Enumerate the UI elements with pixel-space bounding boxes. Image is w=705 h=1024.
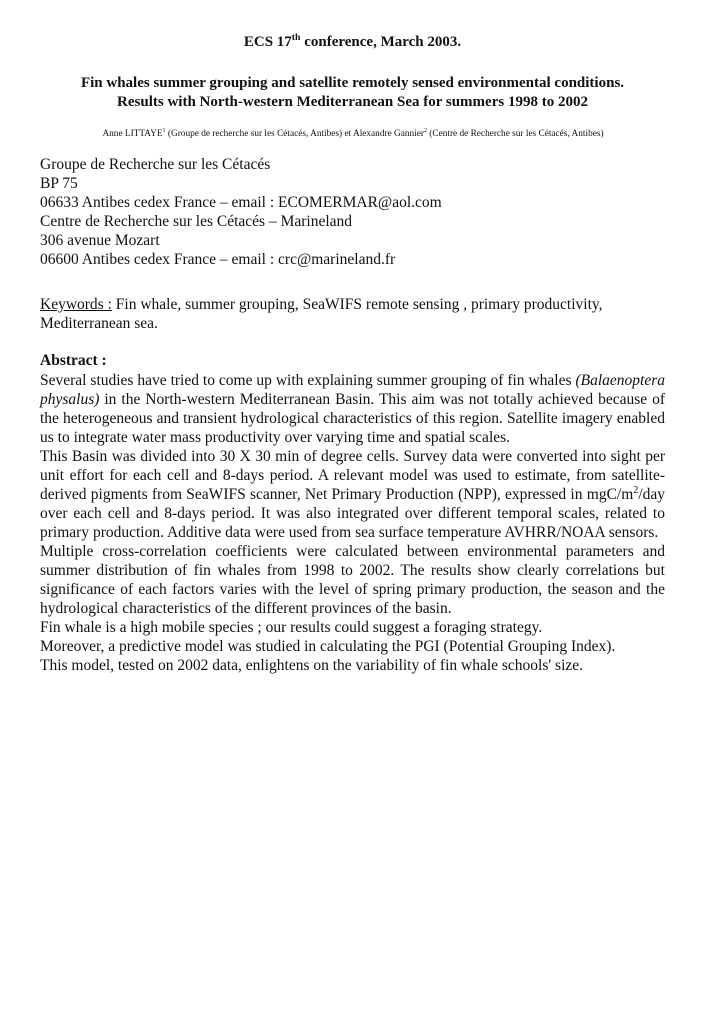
abstract-paragraph: [40, 371, 665, 447]
title-line-1: Fin whales summer grouping and satellite remotely sensed environmental conditions.: [80, 75, 625, 91]
abstract-text: Several studies have tried to come up with explaining summer grouping of fin whales: [40, 372, 576, 389]
abstract-paragraph: This model, tested on 2002 data, enlightens on the variability of fin whale schools' size.: [40, 657, 584, 674]
abstract-text: /day over each cell and 8-days period. It was also integrated over different temporal scales, related to primary production. Additive data were used from sea surface temperature AVHRR/NOAA sensors.: [40, 486, 665, 541]
abstract-paragraph: Fin whale is a high mobile species ; our results could suggest a foraging strategy.: [40, 619, 543, 636]
conference-name: ECS 17: [243, 34, 292, 50]
author-1-name: Anne LITTAYE: [102, 129, 163, 139]
address-block: [40, 155, 680, 269]
species-name: (Balaenoptera physalus): [40, 372, 665, 408]
address-line: 306 avenue Mozart: [40, 232, 160, 249]
title-line-2: Results with North-western Mediterranean Sea for summers 1998 to 2002: [117, 94, 588, 110]
address-line: Groupe de Recherche sur les Cétacés: [40, 156, 271, 173]
author-2-superscript: 2: [423, 127, 427, 134]
abstract-text: This Basin was divided into 30 X 30 min of degree cells. Survey data were converted into sight per unit effort for each cell and 8-days period. A relevant model was used to estimate, from satellite-derived pigments from SeaWIFS scanner, Net Primary Production (NPP), expressed in mgC/m: [40, 448, 665, 503]
address-line: BP 75: [40, 175, 78, 192]
paper-title: [30, 74, 675, 112]
author-1-affiliation: (Groupe de recherche sur les Cétacés, Antibes) et Alexandre Gannier: [165, 129, 424, 139]
ordinal-superscript: th: [291, 32, 301, 43]
keywords-label: Keywords :: [40, 296, 112, 313]
address-line: 06600 Antibes cedex France – email : crc@marineland.fr: [40, 251, 396, 268]
address-line: Centre de Recherche sur les Cétacés – Marineland: [40, 213, 353, 230]
author-line: [18, 129, 688, 139]
abstract-body: [40, 371, 665, 675]
conference-header: [0, 34, 705, 51]
abstract-heading: Abstract :: [40, 352, 107, 369]
keywords-section: [40, 295, 665, 333]
author-1-superscript: 1: [162, 127, 166, 134]
abstract-paragraph: Moreover, a predictive model was studied in calculating the PGI (Potential Grouping Index).: [40, 638, 616, 655]
abstract-paragraph: Multiple cross-correlation coefficients were calculated between environmental parameters and summer distribution of fin whales from 1998 to 2002. The results show clearly correlations but significance of each factors varies with the level of spring primary production, the season and the hydrological characteristics of the different provinces of the basin.: [40, 543, 665, 617]
abstract-paragraph: [40, 447, 665, 542]
unit-superscript: 2: [633, 484, 639, 496]
author-2-affiliation: (Centre de Recherche sur les Cétacés, Antibes): [426, 129, 604, 139]
address-line: 06633 Antibes cedex France – email : ECOMERMAR@aol.com: [40, 194, 442, 211]
abstract-text: in the North-western Mediterranean Basin. This aim was not totally achieved because of the heterogeneous and transient hydrological characteristics of this region. Satellite imagery enabled us to integrate water mass productivity over varying time and spatial scales.: [40, 391, 665, 446]
keywords-text: Fin whale, summer grouping, SeaWIFS remote sensing , primary productivity, Mediterranean sea.: [40, 296, 603, 332]
conference-date: conference, March 2003.: [300, 34, 462, 50]
